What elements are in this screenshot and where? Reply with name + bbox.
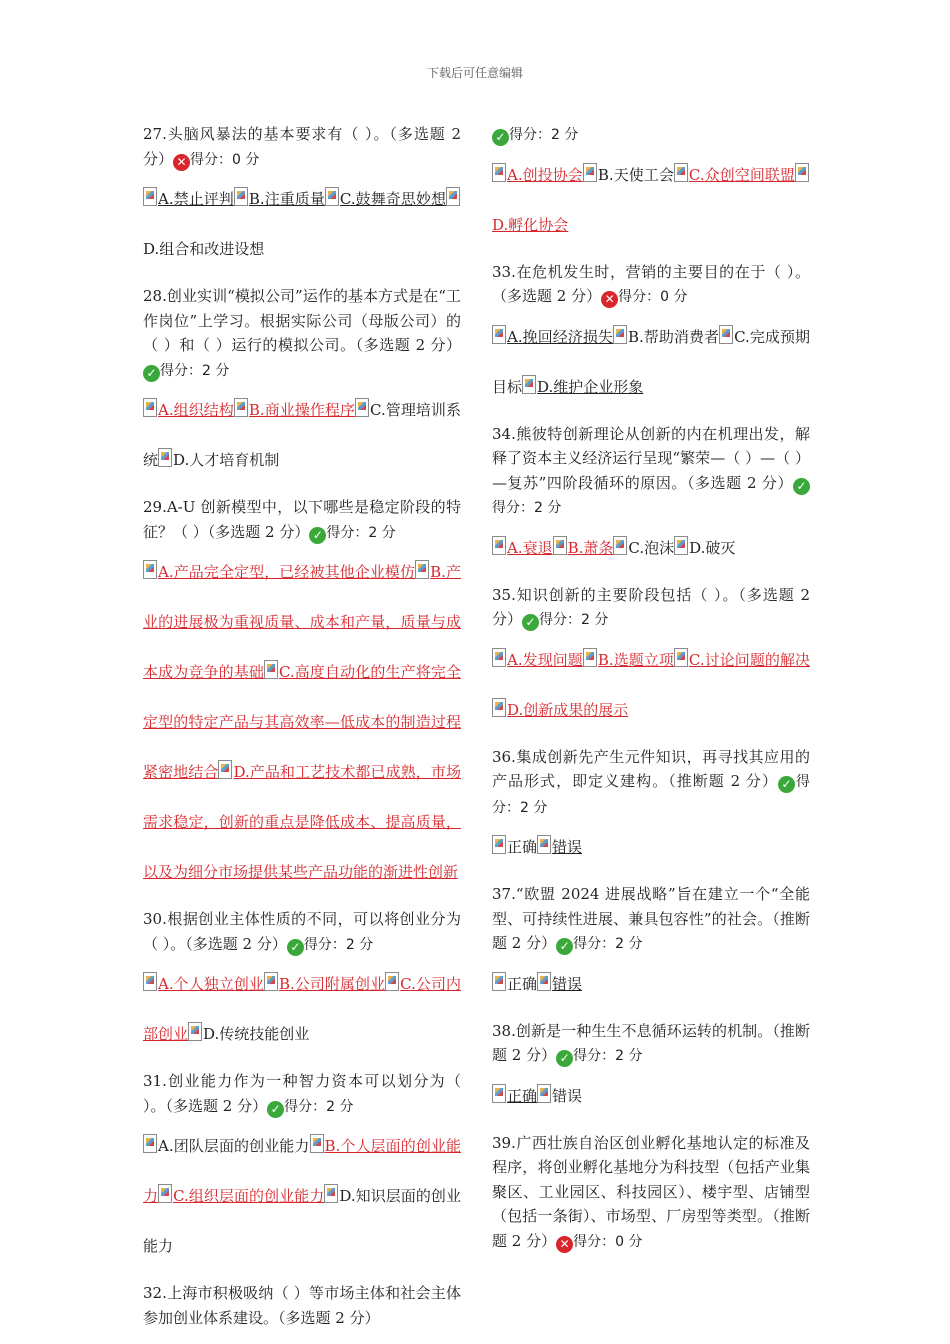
question-item [143, 1069, 461, 1271]
broken-image-icon [143, 560, 157, 579]
answer-option-label: B.萧条 [567, 538, 614, 557]
options-list [143, 1121, 461, 1271]
broken-image-icon [674, 648, 688, 667]
answer-option-label: D.人才培育机制 [173, 451, 280, 469]
options-list [143, 547, 461, 897]
answer-option[interactable] [143, 190, 234, 208]
options-list [492, 150, 810, 250]
answer-option-label: 正确 [507, 838, 538, 856]
answer-option-label: C.众创空间联盟 [688, 165, 795, 184]
broken-image-icon [325, 187, 339, 206]
question-score: 得分：2 分 [326, 524, 396, 541]
options-list [143, 959, 461, 1059]
question-stem: 32.上海市积极吸纳（ ）等市场主体和社会主体参加创业体系建设。（多选题 2 分） [143, 1284, 461, 1327]
broken-image-icon [719, 325, 733, 344]
question-item [143, 907, 461, 1059]
broken-image-icon [492, 325, 506, 344]
broken-image-icon [674, 536, 688, 555]
broken-image-icon [537, 835, 551, 854]
options-list [492, 635, 810, 735]
answer-option[interactable] [537, 975, 582, 993]
answer-option[interactable] [583, 166, 674, 184]
check-icon: ✓ [778, 776, 795, 793]
question-stem: 37.“欧盟 2024 进展战略”旨在建立一个“全能型、可持续性进展、兼具包容性”的社会。（推断题 2 分） [492, 885, 810, 952]
answer-option-label: A.衰退 [507, 538, 553, 557]
left-column [143, 122, 461, 1340]
options-list [492, 822, 810, 872]
answer-option[interactable] [264, 975, 385, 993]
answer-option[interactable] [325, 190, 446, 208]
answer-option[interactable] [492, 1087, 537, 1105]
answer-option[interactable] [492, 838, 537, 856]
answer-option-label: B.商业操作程序 [248, 401, 356, 419]
answer-option-label: 错误 [552, 1086, 583, 1105]
answer-option-label: B.公司附属创业 [278, 975, 386, 993]
check-icon: ✓ [267, 1101, 284, 1118]
check-icon: ✓ [143, 365, 160, 382]
broken-image-icon [143, 398, 157, 417]
broken-image-icon [234, 398, 248, 417]
cross-icon: ✕ [556, 1236, 573, 1253]
answer-option[interactable] [492, 166, 583, 184]
broken-image-icon [492, 648, 506, 667]
answer-option-label: A.个人独立创业 [158, 975, 264, 993]
broken-image-icon [234, 187, 248, 206]
answer-option-label: D.知识层面的创业能力 [143, 1187, 461, 1255]
right-column [492, 122, 810, 1264]
broken-image-icon [492, 536, 506, 555]
answer-option-label: B.产业的进展极为重视质量、成本和产量，质量与成本成为竞争的基础 [143, 563, 461, 681]
answer-option[interactable] [583, 651, 674, 669]
options-list [143, 174, 461, 274]
check-icon: ✓ [287, 939, 304, 956]
question-score: 得分：2 分 [303, 936, 374, 953]
broken-image-icon [446, 187, 460, 206]
question-item [492, 260, 810, 412]
answer-option-label: C.公司内部创业 [143, 975, 461, 1043]
question-item [492, 122, 810, 250]
broken-image-icon [385, 972, 399, 991]
broken-image-icon [143, 187, 157, 206]
question-stem: 27.头脑风暴法的基本要求有（ ）。（多选题 2 分） [143, 125, 461, 168]
broken-image-icon [143, 1134, 157, 1153]
check-icon: ✓ [492, 129, 509, 146]
options-list [492, 312, 810, 412]
broken-image-icon [674, 163, 688, 182]
answer-option[interactable] [492, 539, 553, 557]
answer-option-label: C.鼓舞奇思妙想 [339, 190, 446, 208]
options-list [492, 1071, 810, 1121]
answer-option[interactable] [537, 1087, 582, 1105]
broken-image-icon [553, 536, 567, 555]
cross-icon: ✕ [173, 154, 190, 171]
check-icon: ✓ [309, 527, 326, 544]
answer-option-label: A.团队层面的创业能力 [158, 1137, 310, 1155]
question-score: 得分：2 分 [492, 500, 562, 516]
answer-option[interactable] [674, 166, 795, 184]
broken-image-icon [158, 448, 172, 467]
answer-option-label: A.组织结构 [158, 401, 234, 419]
answer-option-label: A.产品完全定型，已经被其他企业模仿 [158, 563, 416, 581]
question-item [143, 1281, 461, 1330]
question-stem: 31.创业能力作为一种智力资本可以划分为（ ）。（多选题 2 分） [143, 1072, 461, 1115]
answer-option[interactable] [613, 539, 674, 557]
broken-image-icon [613, 536, 627, 555]
question-score: 得分：2 分 [492, 774, 810, 816]
broken-image-icon [188, 1022, 202, 1041]
answer-option-label: D.组合和改进设想 [143, 240, 265, 258]
broken-image-icon [795, 163, 809, 182]
answer-option[interactable] [522, 378, 643, 396]
answer-option[interactable] [613, 328, 719, 346]
answer-option-label: 错误 [552, 974, 583, 993]
answer-option-label: D.创新成果的展示 [507, 700, 629, 719]
question-score: 得分：2 分 [509, 127, 579, 143]
question-stem: 30.根据创业主体性质的不同，可以将创业分为（ ）。（多选题 2 分） [143, 910, 461, 953]
answer-option-label: D.传统技能创业 [203, 1025, 310, 1043]
answer-option[interactable] [553, 539, 614, 557]
answer-option[interactable] [143, 975, 264, 993]
broken-image-icon [537, 1084, 551, 1103]
answer-option[interactable] [674, 651, 810, 669]
cross-icon: ✕ [601, 291, 618, 308]
answer-option-label: C.组织层面的创业能力 [173, 1187, 325, 1205]
answer-option-label: 错误 [552, 838, 583, 856]
answer-option-label: A.禁止评判 [158, 190, 234, 208]
question-score: 得分：2 分 [284, 1098, 354, 1115]
question-item [492, 583, 810, 735]
answer-option-label: C.讨论问题的解决 [688, 650, 810, 669]
broken-image-icon [218, 760, 232, 779]
answer-option[interactable] [234, 401, 355, 419]
answer-option[interactable] [158, 451, 279, 469]
answer-option[interactable] [492, 701, 628, 719]
question-stem: 28.创业实训“模拟公司”运作的基本方式是在“工作岗位”上学习。根据实际公司（母版公司）的（ ）和（ ）运行的模拟公司。（多选题 2 分） [143, 287, 461, 354]
question-score: 得分：0 分 [618, 289, 688, 305]
answer-option[interactable] [537, 838, 582, 856]
page-header: 下载后可任意编辑 [426, 66, 523, 80]
question-item [492, 422, 810, 573]
answer-option-label: D.维护企业形象 [537, 377, 644, 396]
question-item [492, 745, 810, 873]
question-score: 得分：0 分 [190, 151, 260, 168]
broken-image-icon [583, 648, 597, 667]
question-score: 得分：2 分 [573, 936, 643, 952]
answer-option-label: B.帮助消费者 [627, 327, 720, 346]
answer-option[interactable] [158, 1187, 324, 1205]
question-item [492, 1019, 810, 1121]
options-list [492, 523, 810, 573]
question-item [143, 495, 461, 897]
check-icon: ✓ [556, 938, 573, 955]
broken-image-icon [492, 1084, 506, 1103]
options-list [143, 385, 461, 485]
question-item [143, 122, 461, 274]
broken-image-icon [492, 698, 506, 717]
answer-option-label: A.发现问题 [507, 650, 583, 669]
broken-image-icon [492, 835, 506, 854]
check-icon: ✓ [556, 1050, 573, 1067]
broken-image-icon [492, 163, 506, 182]
answer-option[interactable] [674, 539, 735, 557]
broken-image-icon [583, 163, 597, 182]
answer-option[interactable] [492, 651, 583, 669]
answer-option-label: C.高度自动化的生产将完全定型的特定产品与其高效率—低成本的制造过程紧密地结合 [143, 663, 461, 781]
question-item [492, 1131, 810, 1255]
check-icon: ✓ [793, 478, 810, 495]
answer-option-label: B.天使工会 [597, 165, 674, 184]
broken-image-icon [415, 560, 429, 579]
broken-image-icon [355, 398, 369, 417]
broken-image-icon [537, 972, 551, 991]
answer-option-label: D.产品和工艺技术都已成熟，市场需求稳定，创新的重点是降低成本、提高质量，以及为细分市场提供某些产品功能的渐进性创新 [143, 763, 461, 881]
broken-image-icon [492, 972, 506, 991]
question-item [143, 284, 461, 485]
question-stem: 36.集成创新先产生元件知识，再寻找其应用的产品形式，即定义建构。（推断题 2 分） [492, 747, 810, 790]
question-stem: 38.创新是一种生生不息循环运转的机制。（推断题 2 分） [492, 1021, 810, 1064]
answer-option-label: D.破灭 [689, 538, 736, 557]
question-stem: 29.A-U 创新模型中，以下哪些是稳定阶段的特征？（ ）（多选题 2 分） [143, 498, 461, 541]
broken-image-icon [264, 660, 278, 679]
broken-image-icon [143, 972, 157, 991]
answer-option-label: 正确 [507, 1086, 538, 1105]
broken-image-icon [613, 325, 627, 344]
answer-option[interactable] [143, 401, 234, 419]
answer-option-label: B.注重质量 [248, 190, 325, 208]
answer-option-label: C.完成预期目标 [492, 327, 810, 396]
broken-image-icon [264, 972, 278, 991]
answer-option-label: C.泡沫 [628, 538, 675, 557]
question-stem: 33.在危机发生时，营销的主要目的在于（ ）。（多选题 2 分） [492, 262, 810, 305]
broken-image-icon [324, 1184, 338, 1203]
answer-option-label: B.选题立项 [597, 650, 674, 669]
answer-option-label: A.创投协会 [507, 165, 583, 184]
answer-option[interactable] [143, 1137, 310, 1155]
question-score: 得分：2 分 [539, 612, 609, 628]
answer-option-label: A.挽回经济损失 [507, 327, 613, 346]
answer-option-label: 正确 [507, 974, 538, 993]
answer-option-label: C.管理培训系统 [143, 401, 461, 469]
question-score: 得分：2 分 [573, 1048, 643, 1064]
answer-option[interactable] [143, 563, 415, 581]
question-score: 得分：0 分 [573, 1233, 643, 1250]
answer-option-label: D.孵化协会 [492, 215, 569, 234]
answer-option[interactable] [188, 1025, 309, 1043]
answer-option[interactable] [492, 328, 613, 346]
question-stem: 35.知识创新的主要阶段包括（ ）。（多选题 2 分） [492, 585, 810, 628]
question-stem: 34.熊彼特创新理论从创新的内在机理出发，解释了资本主义经济运行呈现“繁荣—（ ）—（ ）—复苏”四阶段循环的原因。（多选题 2 分） [492, 424, 810, 492]
check-icon: ✓ [522, 614, 539, 631]
answer-option[interactable] [234, 190, 325, 208]
options-list [492, 959, 810, 1009]
answer-option[interactable] [492, 975, 537, 993]
broken-image-icon [522, 375, 536, 394]
broken-image-icon [158, 1184, 172, 1203]
broken-image-icon [310, 1134, 324, 1153]
question-stem: 39.广西壮族自治区创业孵化基地认定的标准及程序，将创业孵化基地分为科技型（包括产业集聚区、工业园区、科技园区）、楼宇型、店铺型（包括一条街）、市场型、厂房型等类型。（推断题 2 分） [492, 1133, 810, 1250]
question-item [492, 882, 810, 1009]
answer-option-label: B.个人层面的创业能力 [143, 1137, 462, 1205]
question-score: 得分：2 分 [160, 362, 230, 379]
